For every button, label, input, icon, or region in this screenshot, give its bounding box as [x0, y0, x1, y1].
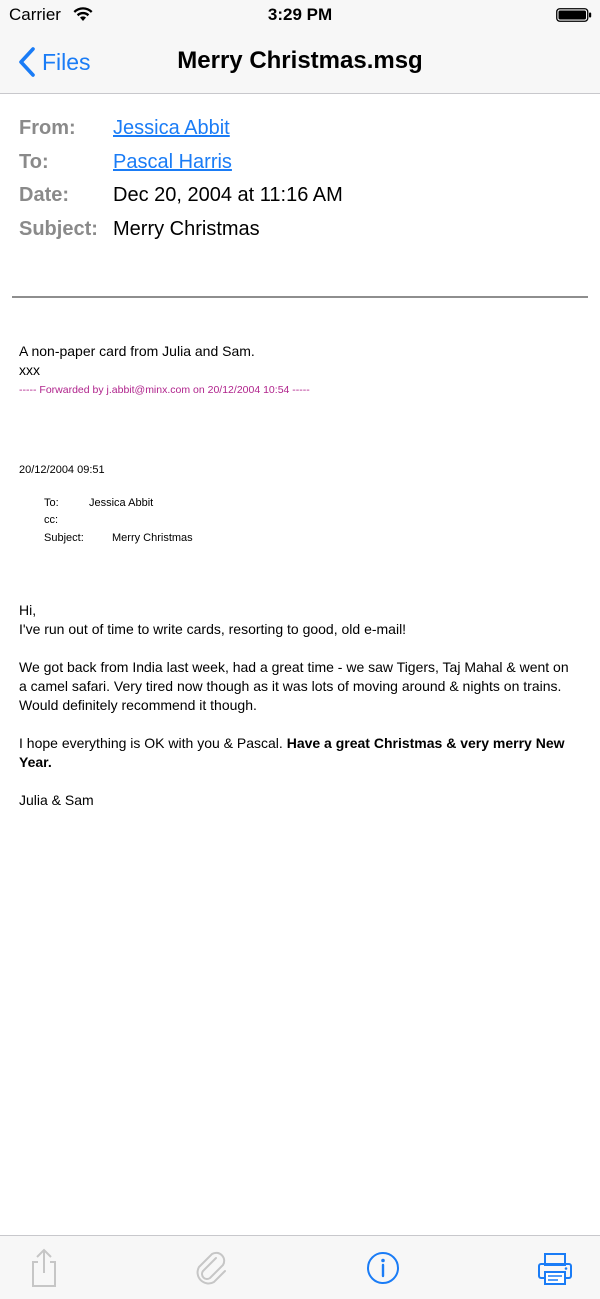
travel-paragraph: We got back from India last week, had a great time - we saw Tigers, Taj Mahal & went on a camel safari. Very tired now though as it was lots of moving around & nights on trains. Would definitely recommend it though.	[19, 658, 569, 713]
original-subject-row	[44, 529, 579, 547]
intro-text	[19, 342, 579, 380]
original-subject-label: Subject:	[44, 531, 84, 544]
page-title: Merry Christmas.msg	[177, 47, 423, 74]
intro-line: A non-paper card from Julia and Sam.	[19, 343, 255, 359]
battery-icon	[556, 8, 592, 22]
paperclip-icon	[192, 1248, 232, 1288]
original-date: 20/12/2004 09:51	[19, 464, 105, 476]
share-button[interactable]	[24, 1248, 64, 1288]
to-row	[19, 146, 589, 180]
bottom-toolbar	[0, 1235, 600, 1299]
attachments-button[interactable]	[192, 1248, 232, 1288]
carrier-label: Carrier	[9, 5, 61, 24]
subject-row	[19, 213, 589, 247]
navigation-bar	[0, 32, 600, 94]
original-cc-row	[44, 512, 579, 530]
to-recipient-link[interactable]: Pascal Harris	[113, 150, 232, 173]
back-button-label: Files	[42, 48, 91, 75]
date-value: Dec 20, 2004 at 11:16 AM	[113, 184, 343, 207]
signature: Julia & Sam	[19, 791, 94, 808]
message-text	[19, 601, 579, 810]
original-subject-value: Merry Christmas	[112, 531, 193, 544]
from-sender-link[interactable]: Jessica Abbit	[113, 117, 230, 140]
from-label: From:	[19, 117, 76, 140]
wishes-paragraph	[19, 734, 579, 772]
info-icon	[363, 1248, 403, 1288]
printer-icon	[535, 1248, 575, 1288]
original-headers	[44, 494, 579, 547]
forwarded-by-line: ----- Forwarded by j.abbit@minx.com on 20/12/2004 10:54 -----	[19, 384, 310, 396]
clock: 3:29 PM	[267, 5, 333, 24]
greeting-paragraph	[19, 601, 579, 639]
date-label: Date:	[19, 184, 70, 207]
wishes-bold-text: Have a great Christmas & very merry New Year.	[19, 734, 565, 770]
to-label: To:	[19, 150, 49, 173]
info-button[interactable]	[363, 1248, 403, 1288]
subject-label: Subject:	[19, 217, 98, 240]
intro-kisses: xxx	[19, 362, 40, 378]
email-headers	[19, 112, 589, 246]
share-icon	[27, 1248, 61, 1288]
greeting: Hi,	[19, 601, 37, 618]
message-body	[19, 342, 579, 829]
subject-value: Merry Christmas	[113, 217, 260, 240]
from-row	[19, 112, 589, 146]
original-to-value: Jessica Abbit	[89, 496, 154, 509]
original-to-row	[44, 494, 579, 512]
date-row	[19, 179, 589, 213]
original-to-label: To:	[44, 496, 59, 509]
status-bar	[0, 0, 600, 32]
wishes-plain-text: I hope everything is OK with you & Pascal.	[19, 734, 287, 751]
print-button[interactable]	[535, 1248, 575, 1288]
original-cc-label: cc:	[44, 514, 59, 527]
header-divider	[12, 296, 588, 298]
opening-line: I've run out of time to write cards, resorting to good, old e-mail!	[19, 620, 407, 637]
